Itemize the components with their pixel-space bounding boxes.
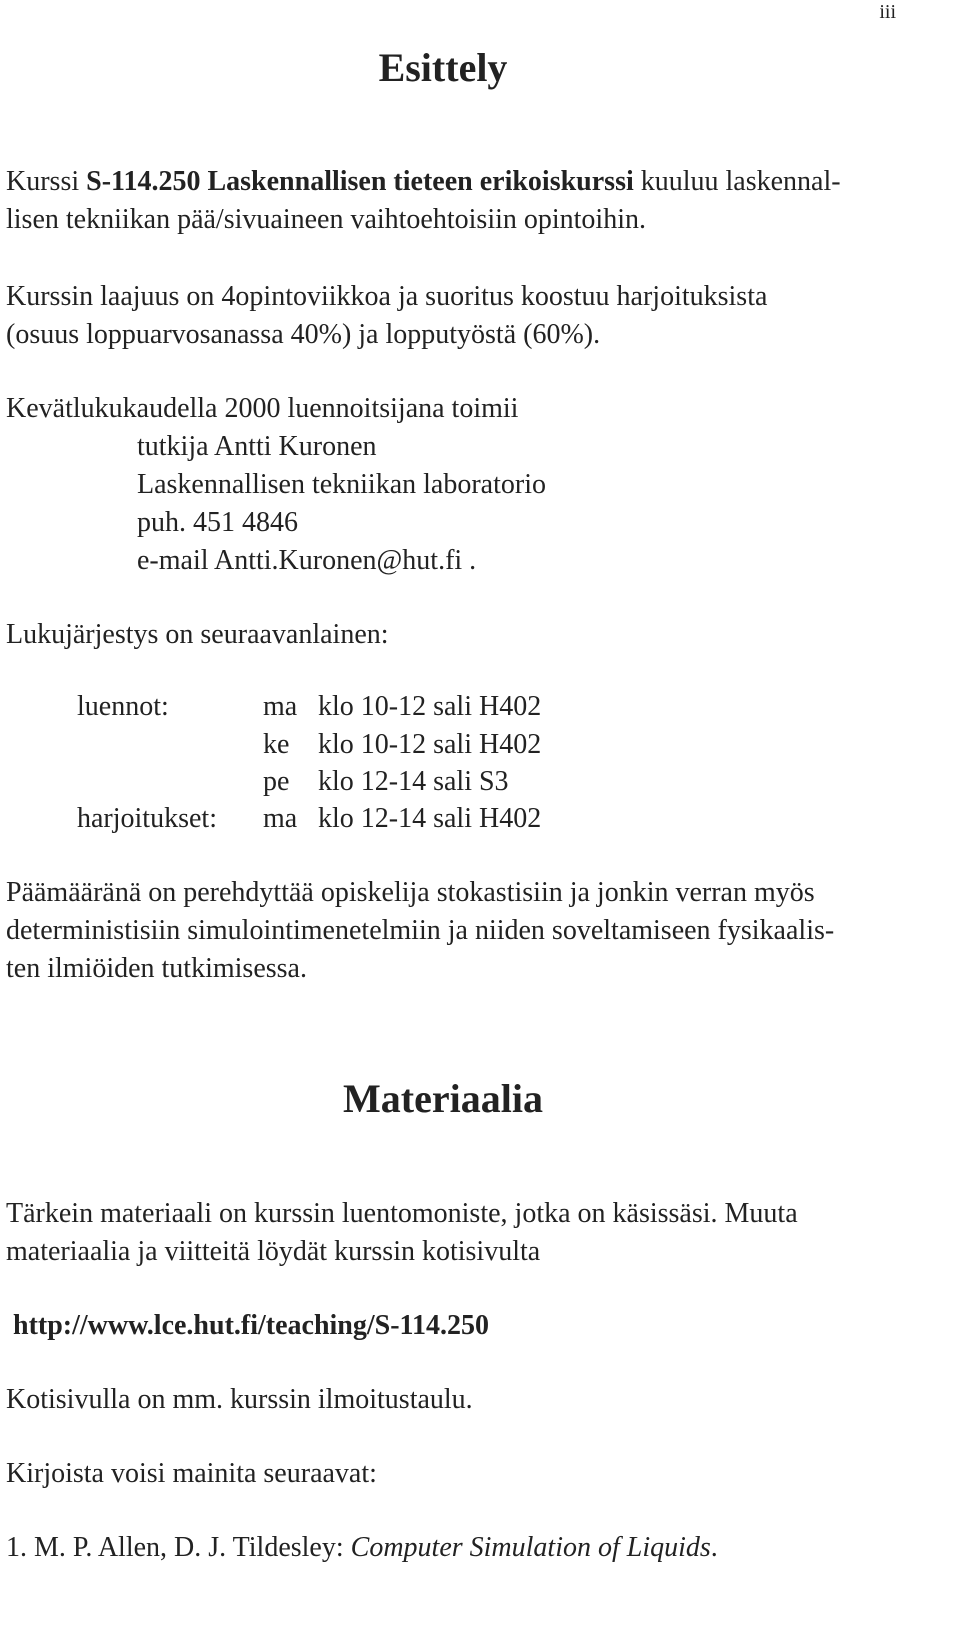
schedule-day: ma xyxy=(263,691,298,722)
page-number: iii xyxy=(879,1,896,23)
scope-line-1: Kurssin laajuus on 4opintoviikkoa ja suoritus koostuu harjoituksista xyxy=(6,281,768,312)
schedule-day: pe xyxy=(263,766,290,797)
lecturer-name: tutkija Antti Kuronen xyxy=(137,431,377,462)
section-title-esittely: Esittely xyxy=(378,45,508,90)
goal-line-1: Päämääränä on perehdyttää opiskelija stokastisiin ja jonkin verran myös xyxy=(6,877,815,908)
book-end: . xyxy=(710,1532,718,1563)
material-paragraph xyxy=(6,1195,906,1271)
books-intro: Kirjoista voisi mainita seuraavat: xyxy=(6,1458,377,1489)
course-homepage-link[interactable]: http://www.lce.hut.fi/teaching/S-114.250 xyxy=(13,1310,490,1341)
lecturer-phone: puh. 451 4846 xyxy=(137,507,298,538)
notice-board-paragraph: Kotisivulla on mm. kurssin ilmoitustaulu. xyxy=(6,1384,473,1415)
book-authors: 1. M. P. Allen, D. J. Tildesley: xyxy=(6,1532,351,1563)
lecturer-email: e-mail Antti.Kuronen@hut.fi . xyxy=(137,545,477,576)
schedule-time-room: klo 10-12 sali H402 xyxy=(318,729,542,760)
schedule-time-room: klo 12-14 sali H402 xyxy=(318,803,542,834)
scope-paragraph xyxy=(6,278,906,354)
scope-line-2: (osuus loppuarvosanassa 40%) ja lopputyöstä (60%). xyxy=(6,319,601,350)
schedule-intro: Lukujärjestys on seuraavanlainen: xyxy=(6,619,389,650)
schedule-day: ke xyxy=(263,729,290,760)
material-line-2: materiaalia ja viitteitä löydät kurssin kotisivulta xyxy=(6,1236,541,1267)
intro-text-after: kuuluu laskennal- xyxy=(633,166,841,197)
section-title-materiaalia: Materiaalia xyxy=(343,1076,543,1121)
lecturer-intro: Kevätlukukaudella 2000 luennoitsijana toimii xyxy=(6,393,519,424)
intro-line-2: lisen tekniikan pää/sivuaineen vaihtoehtoisiin opintoihin. xyxy=(6,204,646,235)
book-list-item xyxy=(6,1529,906,1567)
material-line-1: Tärkein materiaali on kurssin luentomoniste, jotka on käsissäsi. Muuta xyxy=(6,1198,798,1229)
schedule-time-room: klo 10-12 sali H402 xyxy=(318,691,542,722)
intro-text-before: Kurssi xyxy=(6,166,87,197)
intro-paragraph xyxy=(6,163,906,239)
schedule-label-exercises: harjoitukset: xyxy=(77,803,217,834)
schedule-label-lectures: luennot: xyxy=(77,691,169,722)
schedule-day: ma xyxy=(263,803,298,834)
goal-line-3: ten ilmiöiden tutkimisessa. xyxy=(6,953,307,984)
schedule-time-room: klo 12-14 sali S3 xyxy=(318,766,509,797)
goal-paragraph xyxy=(6,874,906,988)
lecturer-lab: Laskennallisen tekniikan laboratorio xyxy=(137,469,546,500)
goal-line-2: deterministisiin simulointimenetelmiin ja niiden soveltamiseen fysikaalis- xyxy=(6,915,835,946)
book-title: Computer Simulation of Liquids xyxy=(350,1532,711,1563)
course-name: S-114.250 Laskennallisen tieteen erikoiskurssi xyxy=(86,166,634,197)
